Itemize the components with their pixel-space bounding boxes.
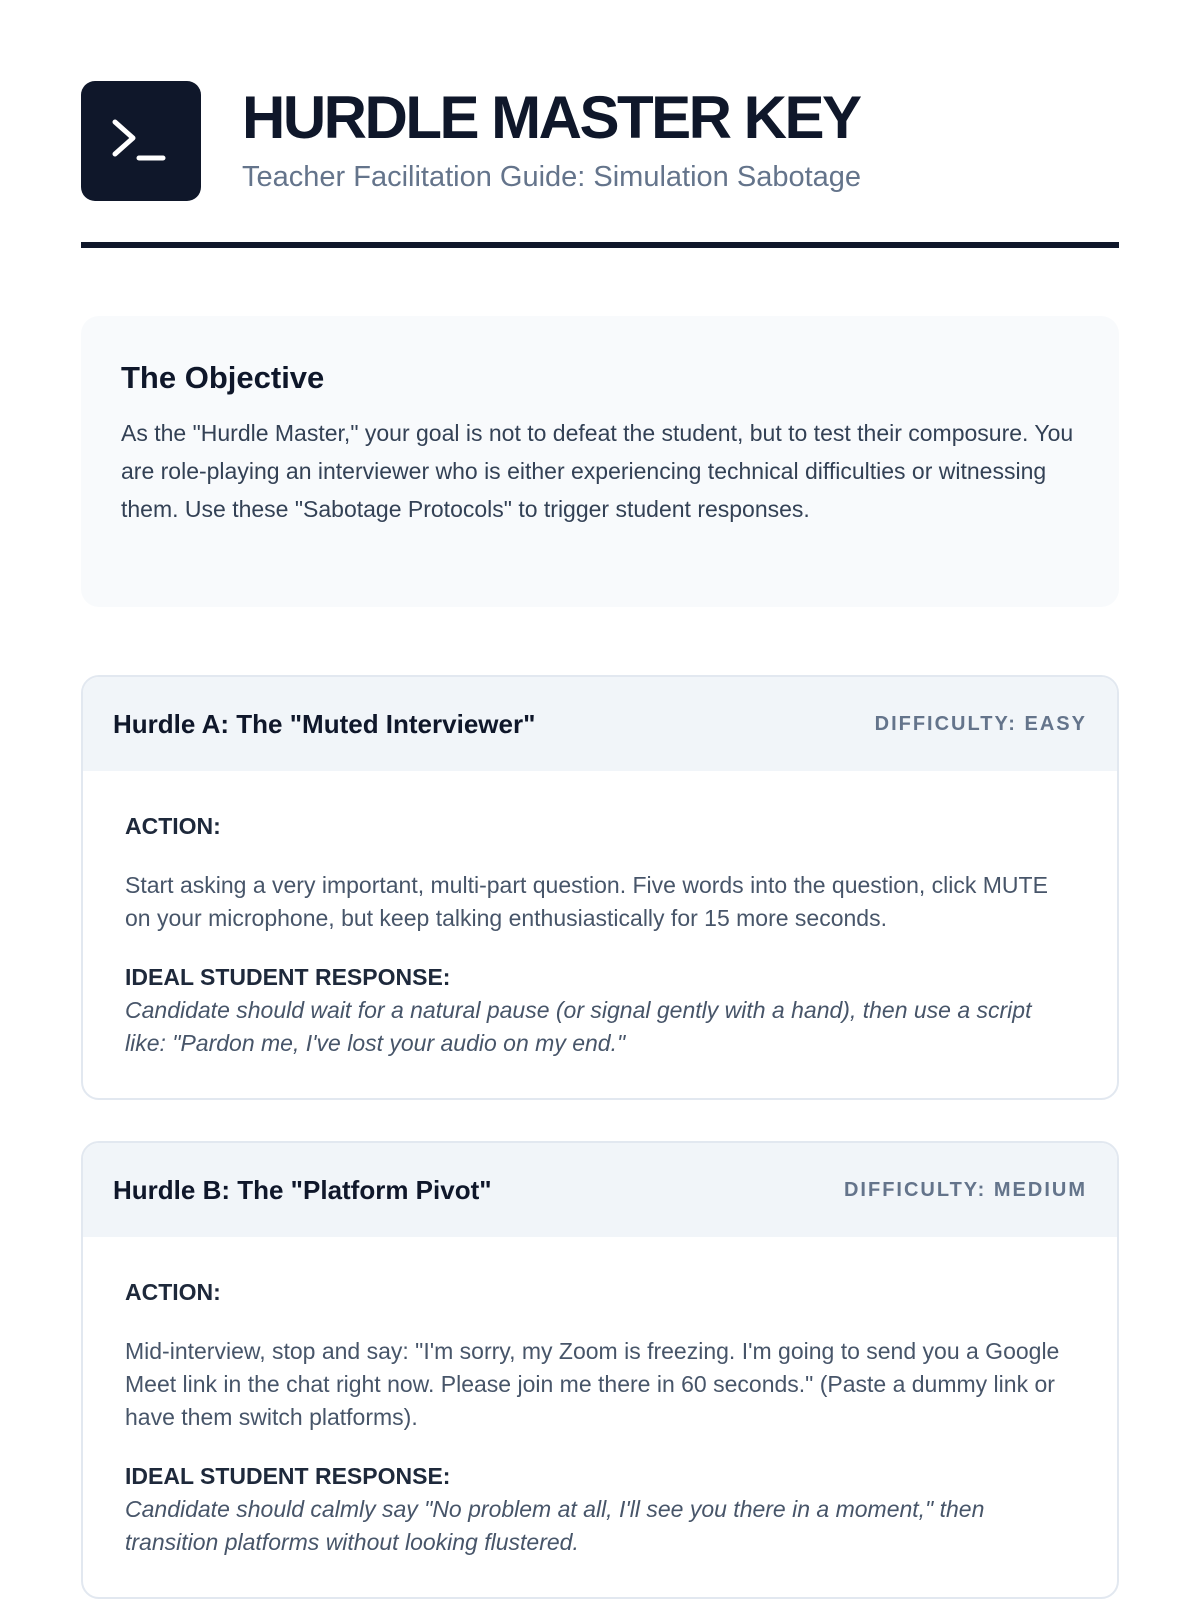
hurdle-body xyxy=(83,1237,1117,1597)
hurdle-card-a xyxy=(81,675,1119,1100)
logo xyxy=(81,81,201,201)
action-text: Mid-interview, stop and say: "I'm sorry, my Zoom is freezing. I'm going to send you a Google Meet link in the chat right now. Please join me there in 60 seconds." (Paste a dummy link or have them switch platforms). xyxy=(125,1338,1060,1430)
hurdle-card-b xyxy=(81,1141,1119,1599)
action-text: Start asking a very important, multi-part question. Five words into the question, click MUTE on your microphone, but keep talking enthusiastically for 15 more seconds. xyxy=(125,872,1048,931)
page-subtitle: Teacher Facilitation Guide: Simulation Sabotage xyxy=(242,161,862,194)
terminal-prompt-icon xyxy=(111,116,171,166)
hurdle-header xyxy=(83,677,1117,771)
difficulty-badge: DIFFICULTY: MEDIUM xyxy=(843,1178,1087,1201)
hurdle-title: Hurdle A: The "Muted Interviewer" xyxy=(113,708,536,739)
response-text: Candidate should wait for a natural pause (or signal gently with a hand), then use a script like: "Pardon me, I've lost your audio on my end." xyxy=(125,997,1032,1056)
page-title: HURDLE MASTER KEY xyxy=(242,84,860,152)
hurdle-header xyxy=(83,1143,1117,1237)
header-divider xyxy=(81,242,1119,248)
page-header xyxy=(81,0,1119,201)
title-block xyxy=(242,84,862,194)
action-label: ACTION: xyxy=(125,813,221,839)
action-label: ACTION: xyxy=(125,1279,221,1305)
hurdle-body xyxy=(83,771,1117,1098)
response-label: IDEAL STUDENT RESPONSE: xyxy=(125,964,451,990)
objective-heading: The Objective xyxy=(121,360,325,395)
difficulty-badge: DIFFICULTY: EASY xyxy=(874,712,1087,735)
response-label: IDEAL STUDENT RESPONSE: xyxy=(125,1463,451,1489)
hurdle-title: Hurdle B: The "Platform Pivot" xyxy=(113,1174,492,1205)
response-text: Candidate should calmly say "No problem at all, I'll see you there in a moment," then transition platforms without looking flustered. xyxy=(125,1496,985,1555)
objective-text: As the "Hurdle Master," your goal is not to defeat the student, but to test their composure. You are role-playing an interviewer who is either experiencing technical difficulties or witnessing them. Use these "Sabotage Protocols" to trigger student responses. xyxy=(121,420,1074,522)
objective-panel xyxy=(81,316,1119,607)
